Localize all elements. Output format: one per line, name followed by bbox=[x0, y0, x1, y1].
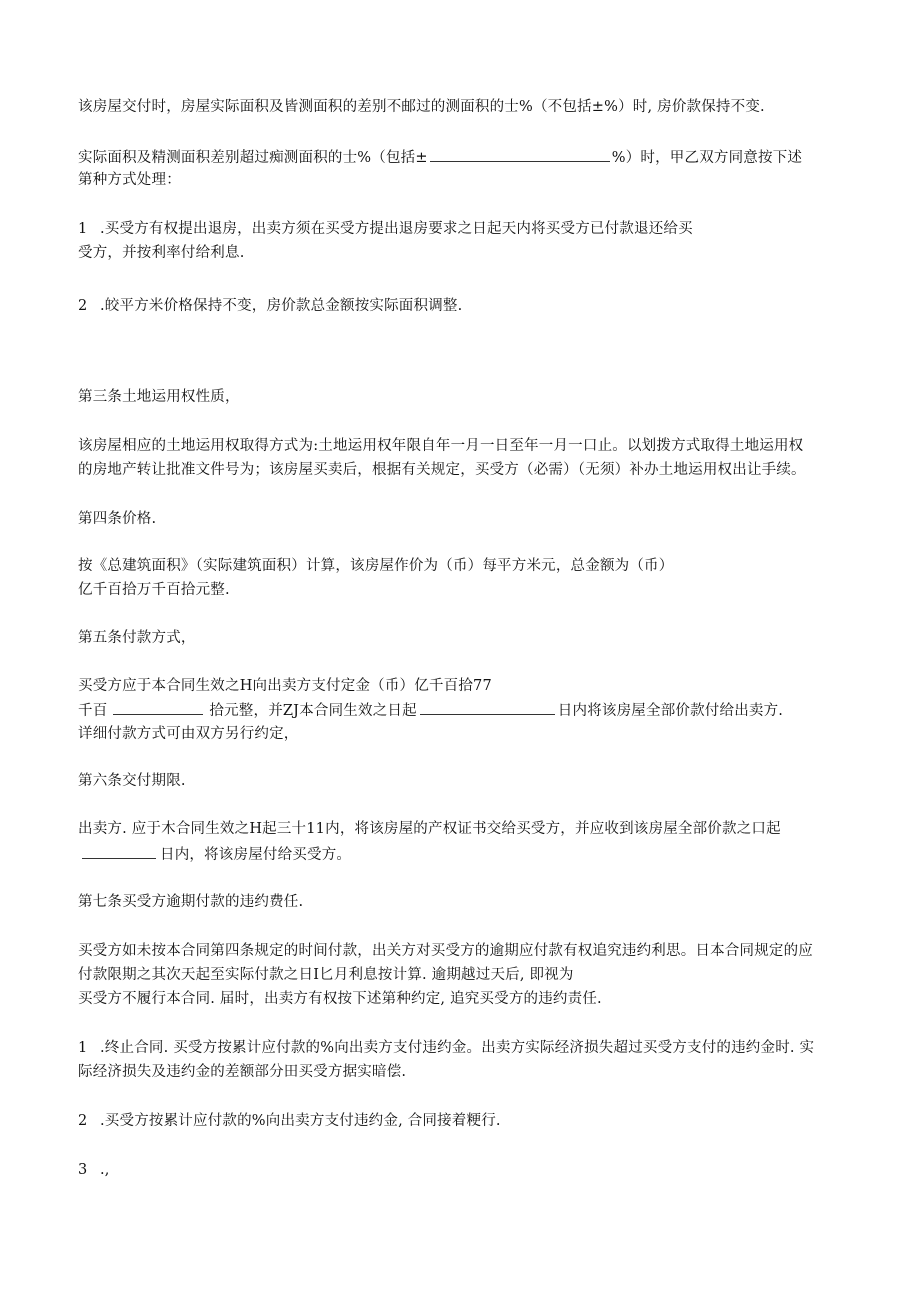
text-line bbox=[78, 460, 806, 480]
text-line bbox=[78, 580, 230, 600]
section-heading-5 bbox=[78, 628, 196, 648]
section-heading-6 bbox=[78, 771, 186, 791]
list-number: 3 bbox=[78, 1162, 88, 1178]
paragraph-area-tolerance bbox=[78, 97, 765, 117]
section-heading-7 bbox=[78, 892, 303, 912]
text-line: 日内将该房屋全部价款付给出卖方. bbox=[557, 703, 784, 719]
text-line: .买受方有权提出退房，出卖方须在买受方提出退房要求之日起天内将买受方已付款退还给买 bbox=[100, 221, 693, 237]
text-line bbox=[78, 243, 245, 263]
text-line-content: 付款限期之其次天起至实际付款之日I匕月利息按计算. 逾期越过天后, 即视为 bbox=[78, 967, 574, 983]
list-number: 2 bbox=[78, 1113, 88, 1129]
blank-line bbox=[82, 844, 156, 859]
list-item-2 bbox=[78, 296, 462, 316]
text-line-content: 买受方不履行本合同. 届时，出卖方有权按下述第种约定, 追究买受方的违约责任. bbox=[78, 991, 602, 1007]
text-line-content: 的房地产转让批准文件号为；该房屋买卖后，根据有关规定，买受方（必需）（无须）补办土地运用权出让手续。 bbox=[78, 462, 806, 478]
text-line-content: 际经济损失及违约金的差额部分田买受方据实暗偿. bbox=[78, 1064, 407, 1080]
text-line: 该房屋交付时，房屋实际面积及皆测面积的差别不邮过的测面积的士%（不包括±%）时, 房价款保持不变. bbox=[78, 99, 765, 115]
text-line: 出卖方. 应于木合同生效之H起三十11内，将该房屋的产权证书交给买受方，并应收到该房屋全部价款之口起 bbox=[78, 821, 781, 837]
text-line bbox=[78, 724, 299, 744]
text-line: 千百 bbox=[78, 703, 108, 719]
text-line: .终止合同. 买受方按累计应付款的%向出卖方支付违约金。出卖方实际经济损失超过买受方支付的违约金时. 实 bbox=[100, 1040, 815, 1056]
text-line bbox=[78, 170, 181, 190]
text-line: %）时，甲乙双方同意按下述 bbox=[611, 150, 803, 166]
heading-text: 第六条交付期限. bbox=[78, 773, 186, 789]
section-heading-3 bbox=[78, 387, 240, 407]
text-line-with-blanks bbox=[78, 700, 783, 721]
text-line: ., bbox=[100, 1162, 110, 1178]
text-line: 买受方如未按本合同第四条规定的时间付款，出关方对买受方的逾期应付款有权追究违约利思。日本合同规定的应 bbox=[78, 943, 813, 959]
text-line: .皎平方米价格保持不变，房价款总金额按实际面积调整. bbox=[100, 298, 463, 314]
text-line-content: 第种方式处理： bbox=[78, 172, 181, 188]
list-item-2b bbox=[78, 1111, 501, 1131]
text-line bbox=[78, 989, 602, 1009]
paragraph-land-use bbox=[78, 436, 803, 456]
blank-line bbox=[420, 700, 555, 715]
text-line: 按《总建筑面积》（实际建筑面积）计算，该房屋作价为（币）每平方米元，总金额为（币） bbox=[78, 558, 674, 574]
heading-text: 第五条付款方式， bbox=[78, 630, 196, 646]
paragraph-late-payment bbox=[78, 941, 813, 961]
text-line: 该房屋相应的土地运用权取得方式为:土地运用权年限自年一月一日至年一月一口止。以划拨方式取得土地运用权 bbox=[78, 438, 804, 454]
paragraph-payment bbox=[78, 676, 492, 696]
text-line: .买受方按累计应付款的%向出卖方支付违约金, 合同接着粳行. bbox=[100, 1113, 501, 1129]
list-item-3b bbox=[78, 1160, 110, 1180]
list-number: 1 bbox=[78, 1040, 88, 1056]
list-item-1b bbox=[78, 1038, 814, 1058]
blank-line bbox=[113, 700, 203, 715]
blank-line bbox=[430, 147, 610, 162]
section-heading-4 bbox=[78, 509, 156, 529]
heading-text: 第三条土地运用权性质， bbox=[78, 389, 240, 405]
text-line-content: 详细付款方式可由双方另行约定， bbox=[78, 726, 299, 742]
list-item-1 bbox=[78, 219, 693, 239]
text-line: 拾元整，并ZJ本合同生效之日起 bbox=[209, 703, 417, 719]
text-line-content: 亿千百拾万千百拾元整. bbox=[78, 582, 230, 598]
text-line bbox=[78, 965, 574, 985]
list-number: 2 bbox=[78, 298, 88, 314]
heading-text: 第四条价格. bbox=[78, 511, 157, 527]
paragraph-delivery bbox=[78, 819, 781, 839]
text-line-content: 受方，并按利率付给利息. bbox=[78, 245, 245, 261]
paragraph-area-exceed bbox=[78, 147, 802, 168]
text-line bbox=[78, 1062, 406, 1082]
heading-text: 第七条买受方逾期付款的违约费任. bbox=[78, 894, 304, 910]
text-line: 实际面积及精测面积差别超过痴测面积的士%（包括± bbox=[78, 150, 428, 166]
list-number: 1 bbox=[78, 221, 88, 237]
text-line: 买受方应于本合同生效之H向出卖方支付定金（币）亿千百拾77 bbox=[78, 678, 492, 694]
text-line-with-blank bbox=[78, 844, 351, 865]
text-line: 日内，将该房屋付给买受方。 bbox=[160, 847, 352, 863]
paragraph-price bbox=[78, 556, 673, 576]
